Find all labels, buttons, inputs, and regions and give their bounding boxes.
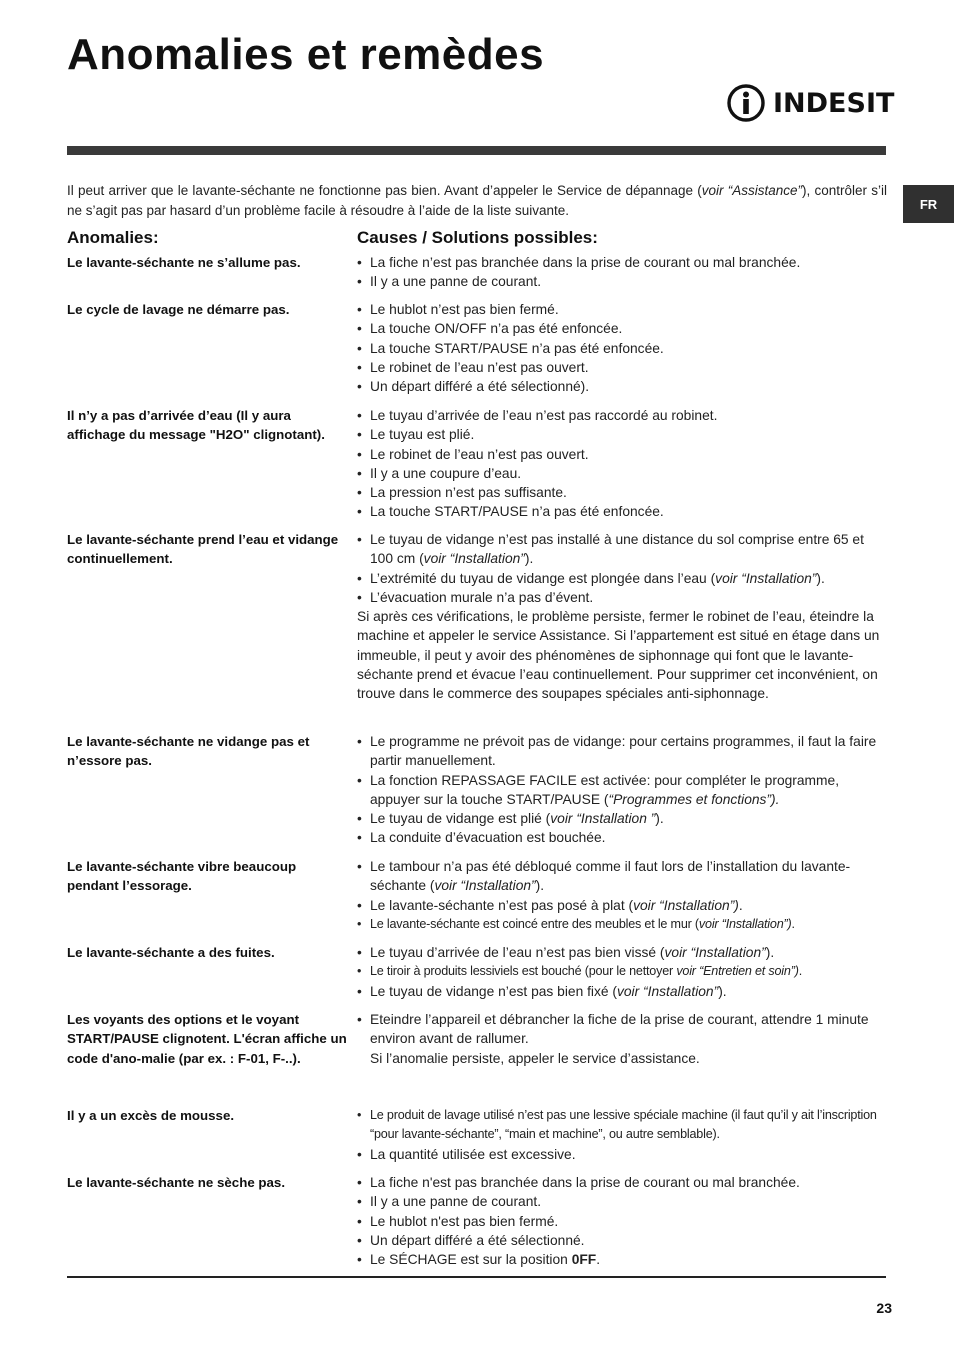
cause-text-end: .	[798, 964, 803, 979]
top-rule	[67, 146, 886, 155]
cause-text: La conduite d’évacuation est bouchée.	[370, 830, 606, 846]
cause-text: Le tuyau de vidange est plié (	[370, 811, 551, 827]
cause-item	[357, 1173, 887, 1192]
table-row	[67, 1173, 887, 1269]
cause-reference: voir “Installation”	[616, 983, 719, 999]
causes-list	[357, 857, 887, 934]
cause-text: Le hublot n'est pas bien fermé.	[370, 1213, 559, 1229]
cause-text: Si l’anomalie persiste, appeler le service d’assistance.	[370, 1050, 700, 1066]
cause-text-end: ).	[718, 983, 727, 999]
cause-text: Il y a une panne de courant.	[370, 274, 542, 290]
cause-item	[357, 530, 887, 569]
cause-item	[357, 1212, 887, 1231]
cause-text-end: ).	[524, 551, 534, 567]
language-tab: FR	[903, 185, 954, 223]
cause-text: Le programme ne prévoit pas de vidange: pour certains programmes, il faut la faire partir manuellement.	[370, 734, 877, 769]
cause-text: La fiche n'est pas branchée dans la prise de courant ou mal branchée.	[370, 1175, 800, 1190]
cause-text: La touche ON/OFF n’a pas été enfoncée.	[370, 321, 623, 337]
cause-text: Le tuyau de vidange n’est pas installé à une distance du sol comprise entre 65 et 100 cm (	[370, 532, 864, 567]
cause-item	[357, 445, 887, 464]
cause-reference: voir “Installation ”	[550, 811, 656, 827]
cause-text: Un départ différé a été sélectionné.	[370, 1232, 585, 1248]
cause-text: Eteindre l’appareil et débrancher la fiche de la prise de courant, attendre 1 minute environ avant de rallumer.	[370, 1012, 869, 1047]
causes-list	[357, 732, 887, 848]
cause-item	[357, 1250, 887, 1269]
cause-item	[357, 1010, 887, 1049]
anomaly-label: Les voyants des options et le voyant START/PAUSE clignotent. L'écran affiche un code d'ano-malie (par ex. : F-01, F-..).	[67, 1012, 347, 1066]
anomaly-label: Le lavante-séchante ne s’allume pas.	[67, 255, 301, 270]
cause-text: Le tuyau d’arrivée de l’eau n’est pas bien vissé (	[370, 945, 665, 960]
cause-text: La touche START/PAUSE n’a pas été enfoncée.	[370, 340, 664, 356]
cause-text: Le tuyau de vidange n’est pas bien fixé (	[370, 983, 617, 999]
page-title: Anomalies et remèdes	[67, 30, 545, 79]
cause-text-end: ).	[816, 570, 825, 586]
cause-item	[357, 464, 887, 483]
causes-list	[357, 300, 887, 396]
cause-item	[357, 809, 887, 828]
intro-text-end: ), contrôler s’il ne s’agit pas par hasard d’un problème facile à résoudre à l’aide de la liste suivante.	[67, 183, 887, 218]
cause-reference: voir “Installation”	[434, 878, 536, 894]
intro-text: Il peut arriver que le lavante-séchante ne fonctionne pas bien. Avant d’appeler le Service de dépannage (	[67, 183, 702, 198]
cause-text-end: ).	[765, 945, 775, 960]
indesit-logo	[726, 82, 894, 124]
cause-text: La fiche n’est pas branchée dans la prise de courant ou mal branchée.	[370, 255, 801, 270]
bottom-rule	[67, 1276, 886, 1278]
cause-text: Si après ces vérifications, le problème persiste, fermer le robinet de l’eau, éteindre la machine et appeler le service Assistance. Si l’appartement est situé en étage dans un immeuble, il peut y avoir des phénomènes de siphonnage qui font que le lavante-séchante prend et évacue l’eau continuellement. Pour supprimer cet inconvénient, on trouve dans le commerce des soupapes spéciales anti-siphonnage.	[357, 609, 880, 702]
anomalies-header: Anomalies:	[67, 228, 159, 247]
anomaly-label: Le lavante-séchante prend l’eau et vidange continuellement.	[67, 532, 339, 567]
cause-reference: voir “Entretien et soin”)	[676, 964, 799, 979]
intro-paragraph	[67, 181, 887, 221]
causes-list	[357, 1173, 887, 1269]
cause-item	[357, 483, 887, 502]
cause-item	[357, 253, 887, 272]
causes-list	[357, 406, 887, 522]
cause-text: La quantité utilisée est excessive.	[370, 1146, 576, 1162]
cause-item	[357, 300, 887, 319]
cause-item	[357, 982, 887, 1001]
cause-item	[357, 358, 887, 377]
cause-item	[357, 425, 887, 444]
table-row	[67, 732, 887, 848]
cause-text: Un départ différé a été sélectionné).	[370, 379, 590, 395]
brand-name: INDESIT	[773, 87, 895, 119]
cause-text: Le produit de lavage utilisé n’est pas une lessive spéciale machine (il faut qu’il y ait l’inscription “pour lavante-séchante”, “main et machine”, ou autre semblable).	[370, 1108, 877, 1142]
anomaly-label: Le lavante-séchante a des fuites.	[67, 945, 275, 960]
cause-item	[357, 319, 887, 338]
table-row	[67, 253, 887, 292]
cause-text: Le tambour n’a pas été débloqué comme il faut lors de l’installation du lavante-séchante (	[370, 859, 851, 894]
cause-item	[357, 915, 887, 934]
causes-header: Causes / Solutions possibles:	[357, 228, 598, 247]
cause-text: Le robinet de l’eau n’est pas ouvert.	[370, 359, 589, 375]
cause-text: L’évacuation murale n’a pas d’évent.	[370, 589, 594, 605]
anomaly-label: Le lavante-séchante vibre beaucoup pendant l’essorage.	[67, 859, 297, 894]
cause-item	[357, 857, 887, 896]
table-row	[67, 530, 887, 704]
page-number: 23	[876, 1300, 892, 1316]
cause-item	[357, 272, 887, 291]
cause-reference: voir “Installation”	[715, 570, 817, 586]
anomaly-label: Le lavante-séchante ne vidange pas et n’essore pas.	[67, 734, 310, 769]
table-row	[67, 943, 887, 1001]
cause-item	[357, 1145, 887, 1164]
cause-item	[357, 1231, 887, 1250]
causes-list	[357, 530, 887, 704]
cause-text: Il y a une panne de courant.	[370, 1194, 542, 1210]
anomaly-label: Il n’y a pas d’arrivée d’eau (Il y aura affichage du message "H2O" clignotant).	[67, 408, 325, 443]
cause-item	[357, 339, 887, 358]
cause-reference: voir “Installation”)	[698, 916, 792, 931]
cause-text: Il y a une coupure d’eau.	[370, 465, 522, 481]
cause-item	[357, 943, 887, 962]
cause-text-end: ).	[655, 811, 664, 827]
indesit-logo-icon	[726, 83, 766, 123]
cause-emphasis: 0FF	[571, 1252, 597, 1268]
table-row	[67, 300, 887, 396]
cause-item	[357, 588, 887, 607]
table-row	[67, 857, 887, 934]
cause-reference: voir “Installation”)	[633, 897, 739, 913]
anomaly-label: Le cycle de lavage ne démarre pas.	[67, 302, 290, 317]
causes-list	[357, 943, 887, 1001]
table-row	[67, 1010, 887, 1068]
cause-item	[357, 962, 887, 981]
cause-text-end: .	[596, 1252, 601, 1268]
cause-text: Le tuyau d’arrivée de l’eau n’est pas raccordé au robinet.	[370, 408, 718, 423]
cause-item	[357, 828, 887, 847]
anomaly-label: Le lavante-séchante ne sèche pas.	[67, 1175, 286, 1190]
cause-item	[357, 1192, 887, 1211]
cause-text: Le lavante-séchante est coincé entre des meubles et le mur (	[370, 916, 699, 931]
intro-reference: voir “Assistance”	[701, 183, 803, 198]
table-row	[67, 1106, 887, 1164]
cause-reference: voir “Installation”	[423, 551, 525, 567]
cause-item	[357, 569, 887, 588]
anomaly-label: Il y a un excès de mousse.	[67, 1108, 235, 1123]
cause-note	[357, 607, 887, 703]
cause-text: La touche START/PAUSE n’a pas été enfoncée.	[370, 504, 664, 520]
causes-list	[357, 1010, 887, 1068]
cause-text: Le tiroir à produits lessiviels est bouché (pour le nettoyer	[370, 964, 677, 979]
table-row	[67, 406, 887, 522]
cause-text-end: .	[738, 897, 743, 913]
cause-text: Le lavante-séchante n’est pas posé à plat (	[370, 897, 634, 913]
cause-note	[357, 1049, 887, 1068]
causes-list	[357, 253, 887, 292]
cause-text: Le tuyau est plié.	[370, 427, 475, 443]
cause-text-end: .	[791, 916, 795, 931]
cause-reference: “Programmes et fonctions”).	[608, 791, 780, 807]
cause-item	[357, 406, 887, 425]
cause-text: L’extrémité du tuyau de vidange est plongée dans l’eau (	[370, 570, 716, 586]
cause-text: La fonction REPASSAGE FACILE est activée: pour compléter le programme, appuyer sur la touche START/PAUSE (	[370, 772, 840, 807]
cause-text: Le SÉCHAGE est sur la position	[370, 1252, 572, 1268]
cause-text: La pression n’est pas suffisante.	[370, 485, 567, 501]
cause-text-end: ).	[535, 878, 545, 894]
cause-item	[357, 377, 887, 396]
cause-item	[357, 771, 887, 810]
cause-reference: voir “Installation”	[664, 945, 766, 960]
cause-item	[357, 732, 887, 771]
cause-item	[357, 502, 887, 521]
cause-text: Le hublot n’est pas bien fermé.	[370, 302, 559, 317]
causes-list	[357, 1106, 887, 1164]
cause-item	[357, 1106, 887, 1145]
cause-text: Le robinet de l’eau n’est pas ouvert.	[370, 446, 589, 462]
cause-item	[357, 896, 887, 915]
